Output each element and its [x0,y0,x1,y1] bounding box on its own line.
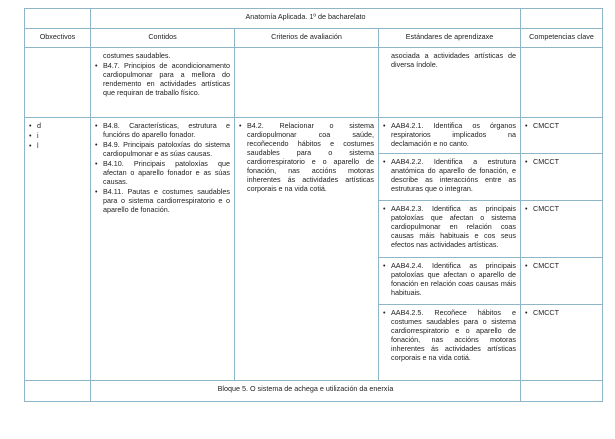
empty-cell [521,381,603,402]
list-item: • CMCCT [525,308,598,317]
list-item: • l [29,141,86,150]
contidos-cell [91,118,235,381]
header-estandares: Estándares de aprendizaxe [379,29,521,48]
list-item: • d [29,121,86,130]
header-row [25,29,603,48]
title-row [25,9,603,29]
header-obxectivos: Obxectivos [25,29,91,48]
header-contidos: Contidos [91,29,235,48]
estandar-cell [379,258,521,305]
list-item: • AAB4.2.5. Recoñece hábitos e costumes saudables para o sistema cardiorrespiratorio e o aparello de fonación, nas accións motoras inherentes ás actividades artísticas corporais e na vida cotiá. [383,308,516,362]
list-item: • AAB4.2.2. Identifica a estrutura anatómica do aparello de fonación, e describe as interaccións entre as estruturas que o integran. [383,157,516,193]
header-criterios: Criterios de avaliación [235,29,379,48]
block-row [25,381,603,402]
list-item: • B4.2. Relacionar o sistema cardiopulmonar coa saúde, recoñecendo hábitos e costumes saudables para o sistema cardiorrespiratorio e o aparello de fonación, nas accións motoras inherentes ás actividades artísticas corporais e na vida cotiá. [239,121,374,193]
list-item: • B4.8. Características, estrutura e funcións do aparello fonador. [95,121,230,139]
empty-cell [25,9,91,29]
table-title: Anatomía Aplicada. 1º de bacharelato [91,9,521,29]
empty-cell [521,9,603,29]
competencia-cell [521,305,603,381]
list-item: • B4.9. Principais patoloxías do sistema cardiopulmonar e as súas causas. [95,140,230,158]
estandar-cell [379,118,521,154]
block-title: Bloque 5. O sistema de achega e utilización da enerxía [91,381,521,402]
competencia-cell [521,48,603,118]
estandar-cell [379,48,521,118]
list-item: • i [29,131,86,140]
list-item: • CMCCT [525,157,598,166]
estandar-cell [379,305,521,381]
criterios-cell [235,48,379,118]
estandar-cell [379,201,521,258]
list-item: costumes saudables. [103,51,171,60]
list-item: • AAB4.2.1. Identifica os órganos respiratorios implicados na declamación e no canto. [383,121,516,148]
competencia-cell [521,258,603,305]
curriculum-table [24,8,603,402]
table-row [25,48,603,118]
list-item: • AAB4.2.4. Identifica as principais patoloxías que afectan o aparello de fonación en relación coas causas máis habituais. [383,261,516,297]
list-item: • B4.7. Principios de acondicionamento cardiopulmonar para a mellora do rendemento en actividades artísticas que requiran de traballo físico. [95,61,230,97]
obxectivos-cell [25,48,91,118]
table-row [25,118,603,154]
header-competencias: Competencias clave [521,29,603,48]
obxectivos-cell [25,118,91,381]
competencia-cell [521,118,603,154]
estandar-cell [379,154,521,201]
list-item: • B4.10. Principais patoloxías que afectan o aparello fonador e as súas causas. [95,159,230,186]
list-item: • CMCCT [525,261,598,270]
list-item: asociada a actividades artísticas de diversa índole. [391,51,517,69]
contidos-cell [91,48,235,118]
list-item: • AAB4.2.3. Identifica as principais patoloxías que afectan o sistema cardiopulmonar en relación coas causas máis habituais e cos seus efectos nas actividades artísticas. [383,204,516,249]
list-item: • CMCCT [525,204,598,213]
list-item: • CMCCT [525,121,598,130]
criterios-cell [235,118,379,381]
list-item: • B4.11. Pautas e costumes saudables para o sistema cardiorrespiratorio e o aparello de fonación. [95,187,230,214]
empty-cell [25,381,91,402]
competencia-cell [521,154,603,201]
competencia-cell [521,201,603,258]
